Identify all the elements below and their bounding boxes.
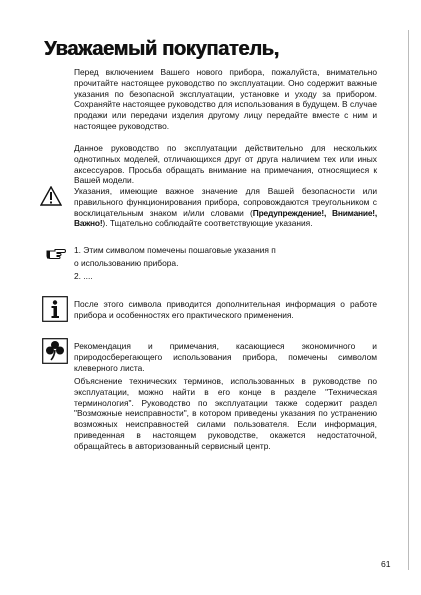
clover-leaf-icon bbox=[42, 338, 68, 364]
pointing-hand-icon bbox=[46, 248, 66, 260]
warning-keywords: Предупреждение!, Внимание!, Важно! bbox=[74, 207, 378, 229]
step-line-1: 1. Этим символом помечены пошаговые указания п bbox=[74, 245, 276, 255]
info-icon bbox=[42, 296, 68, 322]
page-number: 61 bbox=[381, 559, 391, 569]
terms-paragraph: Объяснение технических терминов, использованных в руководстве по эксплуатации, можно найти в его конце в разделе "Техническая терминология". Руководство по эксплуатации также содержит раздел "Возможные неисправности", в котором приведены указания по устранению возможных неисправностей силами пользователя. Если информация, приведенная в настоящем руководстве, окажется недостаточной, обращайтесь в авторизованный сервисный центр. bbox=[74, 376, 377, 451]
step-line-2: о использованию прибора. bbox=[74, 258, 179, 268]
warning-text-before: Указания, имеющие важное значение для Вашей безопасности или правильного функционирования прибора, сопровождаются треугольником с восклицательным знаком и/или словами ( bbox=[74, 186, 377, 218]
warning-triangle-icon bbox=[40, 186, 62, 206]
models-note-paragraph: Данное руководство по эксплуатации действительно для нескольких однотипных моделей, отличающихся друг от друга наличием тех или иных аксессуаров. Просьба обращать внимание на примечания, относящиеся к Вашей модели. bbox=[74, 143, 377, 186]
warning-text-after: ). Тщательно соблюдайте соответствующие указания. bbox=[102, 218, 313, 229]
info-paragraph: После этого символа приводится дополнительная информация о работе прибора и особенностях его практического применения. bbox=[74, 299, 377, 320]
page-title: Уважаемый покупатель, bbox=[44, 38, 279, 60]
eco-paragraph: Рекомендация и примечания, касающиеся экономичного и природосберегающего использования прибора, помечены символом клеверного листа. bbox=[74, 341, 377, 373]
page-edge-line bbox=[408, 30, 409, 570]
intro-paragraph: Перед включением Вашего нового прибора, пожалуйста, внимательно прочитайте настоящее руководство по эксплуатации. Оно содержит важные указания по безопасной эксплуатации, установке и уходу за прибором. Сохраняйте настоящее руководство для использования в будущем. В случае продажи или передачи изделия другому лицу передайте вместе с ним и настоящее руководство. bbox=[74, 67, 377, 131]
warning-paragraph bbox=[74, 186, 377, 229]
step-line-3: 2. .... bbox=[74, 271, 93, 281]
